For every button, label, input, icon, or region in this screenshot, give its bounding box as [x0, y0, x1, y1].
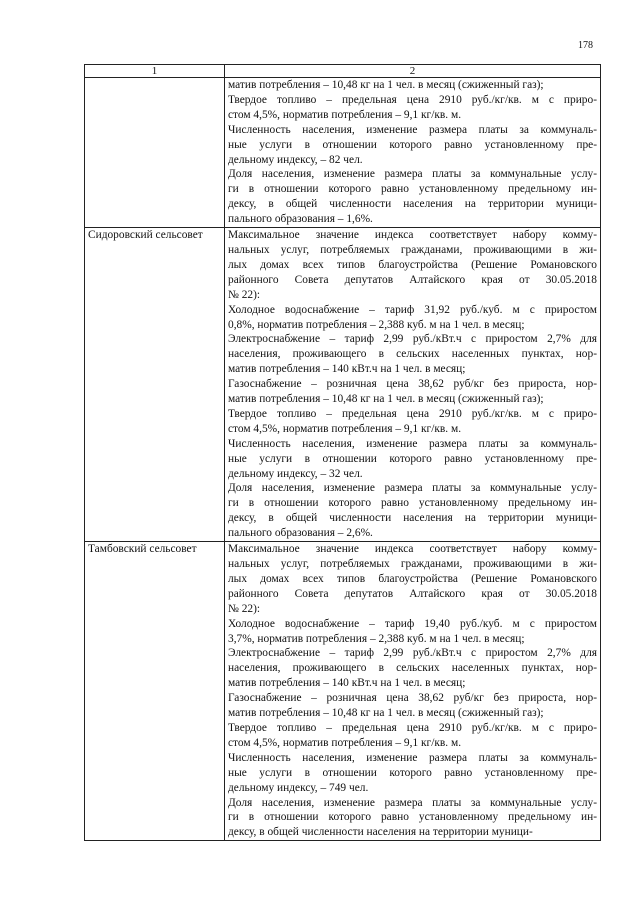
text-line: матив потребления – 10,48 кг на 1 чел. в месяц (сжиженный газ); — [228, 393, 544, 406]
text-line: ги в отношении которого равно установленному предельному ин- — [228, 497, 597, 510]
text-line: матив потребления – 140 кВт.ч на 1 чел. в месяц; — [228, 363, 466, 376]
table-row — [85, 542, 601, 841]
table-row — [85, 228, 601, 542]
indicator-description-cell — [225, 228, 601, 542]
text-line: районного Совета депутатов Алтайского края от 30.05.2018 — [228, 587, 597, 600]
text-line: 3,7%, норматив потребления – 2,388 куб. м на 1 чел. в месяц; — [228, 632, 525, 645]
text-line: Электроснабжение – тариф 2,99 руб./кВт.ч с приростом 2,7% для — [228, 333, 597, 346]
table-row — [85, 78, 601, 228]
text-line: Доля населения, изменение размера платы за коммунальные услу- — [228, 168, 597, 181]
text-line: пального образования – 1,6%. — [228, 213, 373, 226]
municipality-name-cell — [85, 542, 225, 841]
text-line: стом 4,5%, норматив потребления – 9,1 кг/кв. м. — [228, 108, 462, 121]
indicators-table — [84, 64, 601, 841]
indicator-description-cell — [225, 542, 601, 841]
text-line: лых домах всех типов благоустройства (Решение Романовского — [228, 572, 597, 585]
text-line: Твердое топливо – предельная цена 2910 руб./кг/кв. м с приро- — [228, 407, 597, 420]
text-line: матив потребления – 140 кВт.ч на 1 чел. в месяц; — [228, 677, 466, 690]
text-line: нальных услуг, потребляемых гражданами, проживающими в жи- — [228, 558, 597, 570]
text-line: Доля населения, изменение размера платы за коммунальные услу- — [228, 796, 597, 809]
text-line: Холодное водоснабжение – тариф 31,92 руб./куб. м с приростом — [228, 303, 597, 316]
text-line: дексу, в общей численности населения на территории муници- — [228, 198, 597, 211]
text-line: Максимальное значение индекса соответствует набору комму- — [228, 229, 597, 242]
text-line: Численность населения, изменение размера платы за коммуналь- — [228, 123, 597, 136]
text-line: ные услуги в отношении которого равно установленному пре- — [228, 138, 597, 151]
municipality-name-cell — [85, 78, 225, 228]
text-line: стом 4,5%, норматив потребления – 9,1 кг/кв. м. — [228, 736, 462, 749]
text-line: Численность населения, изменение размера платы за коммуналь- — [228, 437, 597, 450]
text-line: лых домах всех типов благоустройства (Решение Романовского — [228, 258, 597, 271]
text-line: районного Совета депутатов Алтайского края от 30.05.2018 — [228, 273, 597, 286]
text-line: ные услуги в отношении которого равно установленному пре- — [228, 452, 597, 465]
text-line: № 22): — [228, 602, 261, 615]
text-line: дельному индексу, – 82 чел. — [228, 153, 363, 166]
text-line: дексу, в общей численности населения на территории муници- — [228, 512, 597, 525]
text-line: Максимальное значение индекса соответствует набору комму- — [228, 543, 597, 556]
column-header-2: 2 — [225, 65, 601, 78]
text-line: Газоснабжение – розничная цена 38,62 руб/кг без прироста, нор- — [228, 378, 597, 391]
text-line: 0,8%, норматив потребления – 2,388 куб. м на 1 чел. в месяц; — [228, 318, 525, 331]
text-line: № 22): — [228, 288, 261, 301]
text-line: Электроснабжение – тариф 2,99 руб./кВт.ч с приростом 2,7% для — [228, 647, 597, 660]
text-line: дельному индексу, – 749 чел. — [228, 781, 369, 794]
text-line: ные услуги в отношении которого равно установленному пре- — [228, 766, 597, 779]
text-line: дексу, в общей численности населения на территории муници- — [228, 826, 533, 839]
page-number: 178 — [578, 40, 593, 51]
text-line: Холодное водоснабжение – тариф 19,40 руб./куб. м с приростом — [228, 617, 597, 630]
text-line: дельному индексу, – 32 чел. — [228, 467, 363, 480]
text-line: ги в отношении которого равно установленному предельному ин- — [228, 811, 597, 824]
text-line: населения, проживающего в сельских населенных пунктах, нор- — [228, 662, 597, 675]
indicator-description-cell — [225, 78, 601, 228]
text-line: Доля населения, изменение размера платы за коммунальные услу- — [228, 482, 597, 495]
text-line: Численность населения, изменение размера платы за коммуналь- — [228, 751, 597, 764]
column-header-1: 1 — [85, 65, 225, 78]
text-line: матив потребления – 10,48 кг на 1 чел. в месяц (сжиженный газ); — [228, 79, 544, 91]
text-line: ги в отношении которого равно установленному предельному ин- — [228, 183, 597, 196]
text-line: нальных услуг, потребляемых гражданами, проживающими в жи- — [228, 243, 597, 256]
table-header-row — [85, 65, 601, 78]
municipality-name: Тамбовский сельсовет — [88, 543, 197, 556]
text-line: пального образования – 2,6%. — [228, 527, 373, 540]
municipality-name: Сидоровский сельсовет — [88, 229, 203, 242]
text-line: Твердое топливо – предельная цена 2910 руб./кг/кв. м с приро- — [228, 93, 597, 106]
text-line: матив потребления – 10,48 кг на 1 чел. в месяц (сжиженный газ); — [228, 707, 544, 720]
text-line: Твердое топливо – предельная цена 2910 руб./кг/кв. м с приро- — [228, 721, 597, 734]
table-body — [85, 78, 601, 841]
municipality-name-cell — [85, 228, 225, 542]
text-line: стом 4,5%, норматив потребления – 9,1 кг/кв. м. — [228, 422, 462, 435]
text-line: населения, проживающего в сельских населенных пунктах, нор- — [228, 348, 597, 361]
text-line: Газоснабжение – розничная цена 38,62 руб/кг без прироста, нор- — [228, 692, 597, 705]
